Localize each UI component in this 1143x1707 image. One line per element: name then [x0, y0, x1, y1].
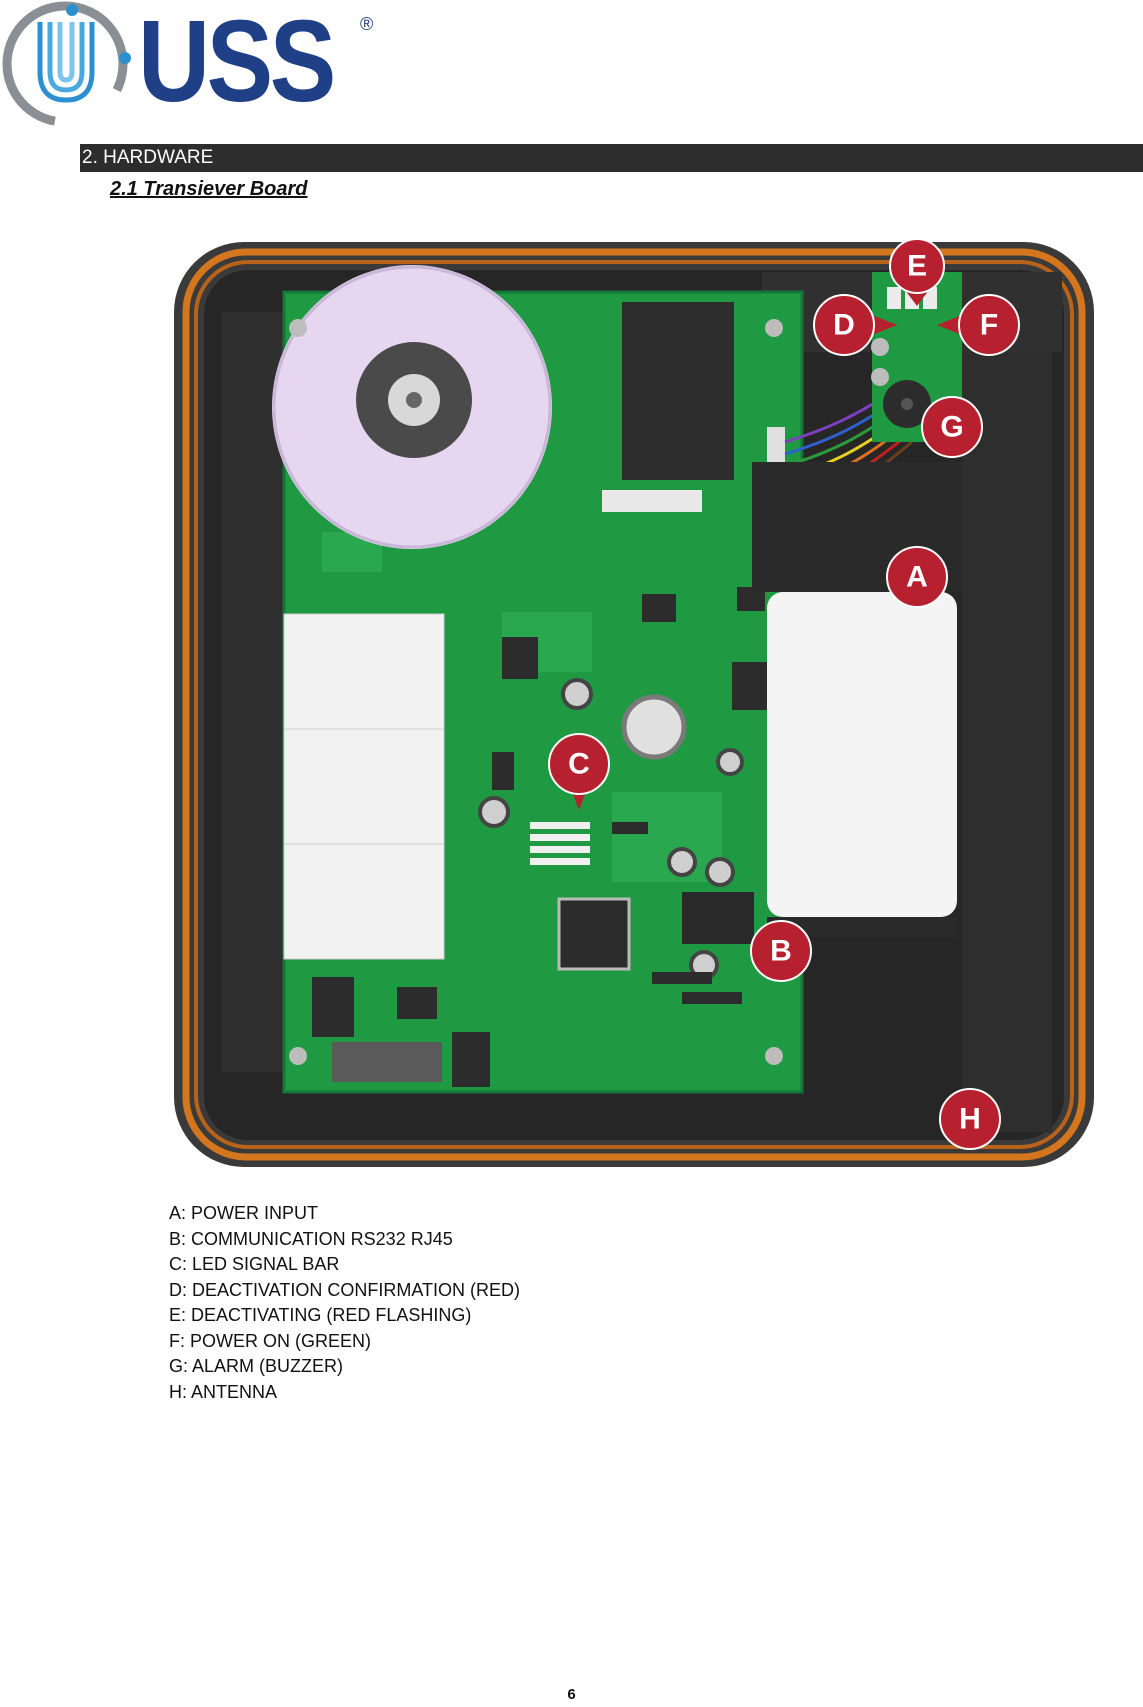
svg-text:H: H — [959, 1102, 981, 1136]
svg-text:D: D — [833, 308, 855, 342]
svg-text:F: F — [979, 308, 999, 342]
subsection-heading: 2.1 Transiever Board — [110, 178, 308, 200]
legend-item-b: B: COMMUNICATION RS232 RJ45 — [169, 1228, 453, 1249]
svg-text:A: A — [906, 560, 928, 594]
legend-item-c: C: LED SIGNAL BAR — [169, 1254, 340, 1274]
transceiver-board-photo — [172, 232, 1097, 1172]
svg-text:B: B — [770, 934, 792, 968]
callout-h — [940, 1089, 1000, 1149]
page-number: 6 — [567, 1686, 576, 1703]
legend-item-a: A: POWER INPUT — [169, 1203, 319, 1223]
callout-b — [751, 921, 811, 981]
section-heading: 2. HARDWARE — [80, 144, 1143, 172]
legend-item-f: F: POWER ON (GREEN) — [169, 1330, 371, 1351]
svg-text:E: E — [906, 249, 928, 283]
uss-logo — [0, 0, 390, 130]
legend-item-h: H: ANTENNA — [169, 1381, 278, 1402]
svg-text:C: C — [568, 747, 590, 781]
legend-item-d: D: DEACTIVATION CONFIRMATION (RED) — [169, 1279, 520, 1300]
legend-item-g: G: ALARM (BUZZER) — [169, 1356, 344, 1376]
legend-item-e: E: DEACTIVATING (RED FLASHING) — [169, 1305, 472, 1325]
svg-text:G: G — [940, 410, 964, 444]
uss-circle-logo-icon — [0, 0, 135, 130]
component-legend — [169, 1201, 520, 1405]
callout-g — [922, 397, 982, 457]
registered-mark: ® — [360, 14, 374, 34]
callout-a — [887, 547, 947, 607]
logo-wordmark: USS — [138, 0, 333, 126]
